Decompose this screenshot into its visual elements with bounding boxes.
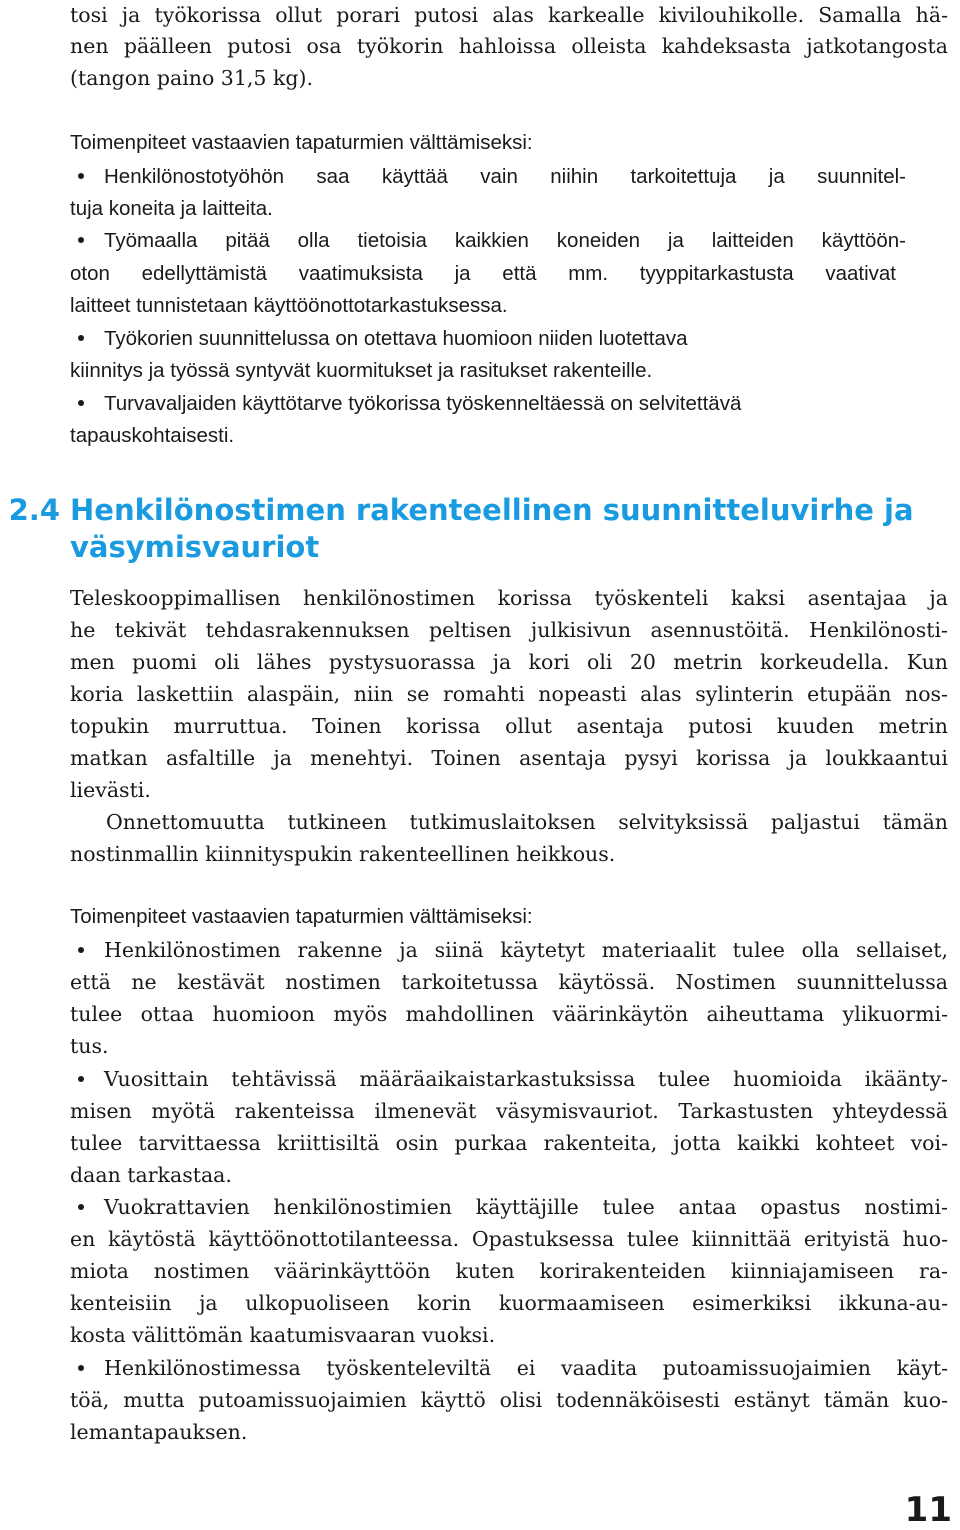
text-line: kiinnitys ja työssä syntyvät kuormitukset ja rasitukset rakenteille. [70, 359, 653, 382]
text-line: tuja koneita ja laitteita. [70, 197, 273, 220]
text-line: en käytöstä käyttöönottotilanteessa. Opastuksessa tulee kiinnittää erityistä huo- [70, 1227, 948, 1251]
text-line: matkan asfaltille ja menehtyi. Toinen asentaja pysyi korissa ja loukkaantui [70, 746, 948, 770]
list-item: Henkilönostimen rakenne ja siinä käytetyt materiaalit tulee olla sellaiset, [70, 934, 948, 966]
text-line: koria laskettiin alaspäin, niin se romahti nopeasti alas sylinterin etupään nos- [70, 682, 948, 706]
text-line: tulee ottaa huomioon myös mahdollinen väärinkäytön aiheuttama ylikuormi- [70, 1002, 948, 1026]
list-item: Henkilönostimessa työskenteleviltä ei vaadita putoamissuojaimien käyt- [70, 1352, 948, 1384]
list-item: Turvavaljaiden käyttötarve työkorissa työskenneltäessä on selvitettävä [70, 388, 741, 420]
text-line: topukin murruttua. Toinen korissa ollut asentaja putosi kuuden metrin [70, 714, 948, 738]
bullet-icon [70, 1191, 104, 1223]
bullet-icon [70, 934, 104, 966]
section-number: 2.4 [8, 493, 60, 527]
text-line: Teleskooppimallisen henkilönostimen korissa työskenteli kaksi asentajaa ja [70, 586, 948, 610]
bullet-icon [70, 1352, 104, 1384]
text-line: oton edellyttämistä vaatimuksista ja että mm. tyyppitarkastusta vaativat [70, 262, 896, 285]
text-line: tosi ja työkorissa ollut porari putosi alas karkealle kivilouhikolle. Samalla hä- [70, 3, 948, 27]
text-line: kosta välittömän kaatumisvaaran vuoksi. [70, 1323, 496, 1347]
text-line: kenteisiin ja ulkopuoliseen korin kuormaamiseen esimerkiksi ikkuna-au- [70, 1291, 948, 1315]
text-line: tapauskohtaisesti. [70, 424, 235, 447]
text-line: Onnettomuutta tutkineen tutkimuslaitoksen selvityksissä paljastui tämän [106, 810, 948, 834]
bullet-icon [70, 1063, 104, 1095]
text-line: men puomi oli lähes pystysuorassa ja kori oli 20 metrin korkeudella. Kun [70, 650, 948, 674]
list-item: Vuokrattavien henkilönostimien käyttäjille tulee antaa opastus nostimi- [70, 1191, 948, 1223]
text-line: tulee tarvittaessa kriittisiltä osin purkaa rakenteita, jotta kaikki kohteet voi- [70, 1131, 948, 1155]
bullet-icon [70, 323, 104, 355]
measures-title: Toimenpiteet vastaavien tapaturmien välttämiseksi: [70, 905, 533, 928]
text-line: että ne kestävät nostimen tarkoitetussa käytössä. Nostimen suunnittelussa [70, 970, 948, 994]
list-item: Työkorien suunnittelussa on otettava huomioon niiden luotettava [70, 323, 688, 355]
text-line: lemantapauksen. [70, 1420, 248, 1444]
text-line: nen päälleen putosi osa työkorin hahloissa olleista kahdeksasta jatkotangosta [70, 34, 948, 58]
list-item: Vuosittain tehtävissä määräaikaistarkastuksissa tulee huomioida ikäänty- [70, 1063, 948, 1095]
text-line: misen myötä rakenteissa ilmenevät väsymisvauriot. Tarkastusten yhteydessä [70, 1099, 948, 1123]
text-line: lievästi. [70, 778, 151, 802]
bullet-icon [70, 225, 104, 257]
text-line: miota nostimen väärinkäyttöön kuten korirakenteiden kiinniajamiseen ra- [70, 1259, 948, 1283]
text-line: tus. [70, 1034, 109, 1058]
bullet-icon [70, 388, 104, 420]
text-line: nostinmallin kiinnityspukin rakenteellinen heikkous. [70, 842, 616, 866]
text-line: he tekivät tehdasrakennuksen peltisen julkisivun asennustöitä. Henkilönosti- [70, 618, 948, 642]
section-title-line-1: Henkilönostimen rakenteellinen suunnitteluvirhe ja [70, 493, 914, 527]
text-line: (tangon paino 31,5 kg). [70, 66, 314, 90]
bullet-icon [70, 161, 104, 193]
text-line: töä, mutta putoamissuojaimien käyttö olisi todennäköisesti estänyt tämän kuo- [70, 1388, 948, 1412]
measures-title: Toimenpiteet vastaavien tapaturmien välttämiseksi: [70, 131, 533, 154]
list-item: Työmaalla pitää olla tietoisia kaikkien koneiden ja laitteiden käyttöön- [70, 225, 906, 257]
list-item: Henkilönostotyöhön saa käyttää vain niihin tarkoitettuja ja suunnitel- [70, 161, 906, 193]
page-number: 11 [904, 1490, 952, 1530]
text-line: laitteet tunnistetaan käyttöönottotarkastuksessa. [70, 294, 508, 317]
section-title-line-2: väsymisvauriot [70, 530, 320, 564]
text-line: daan tarkastaa. [70, 1163, 232, 1187]
